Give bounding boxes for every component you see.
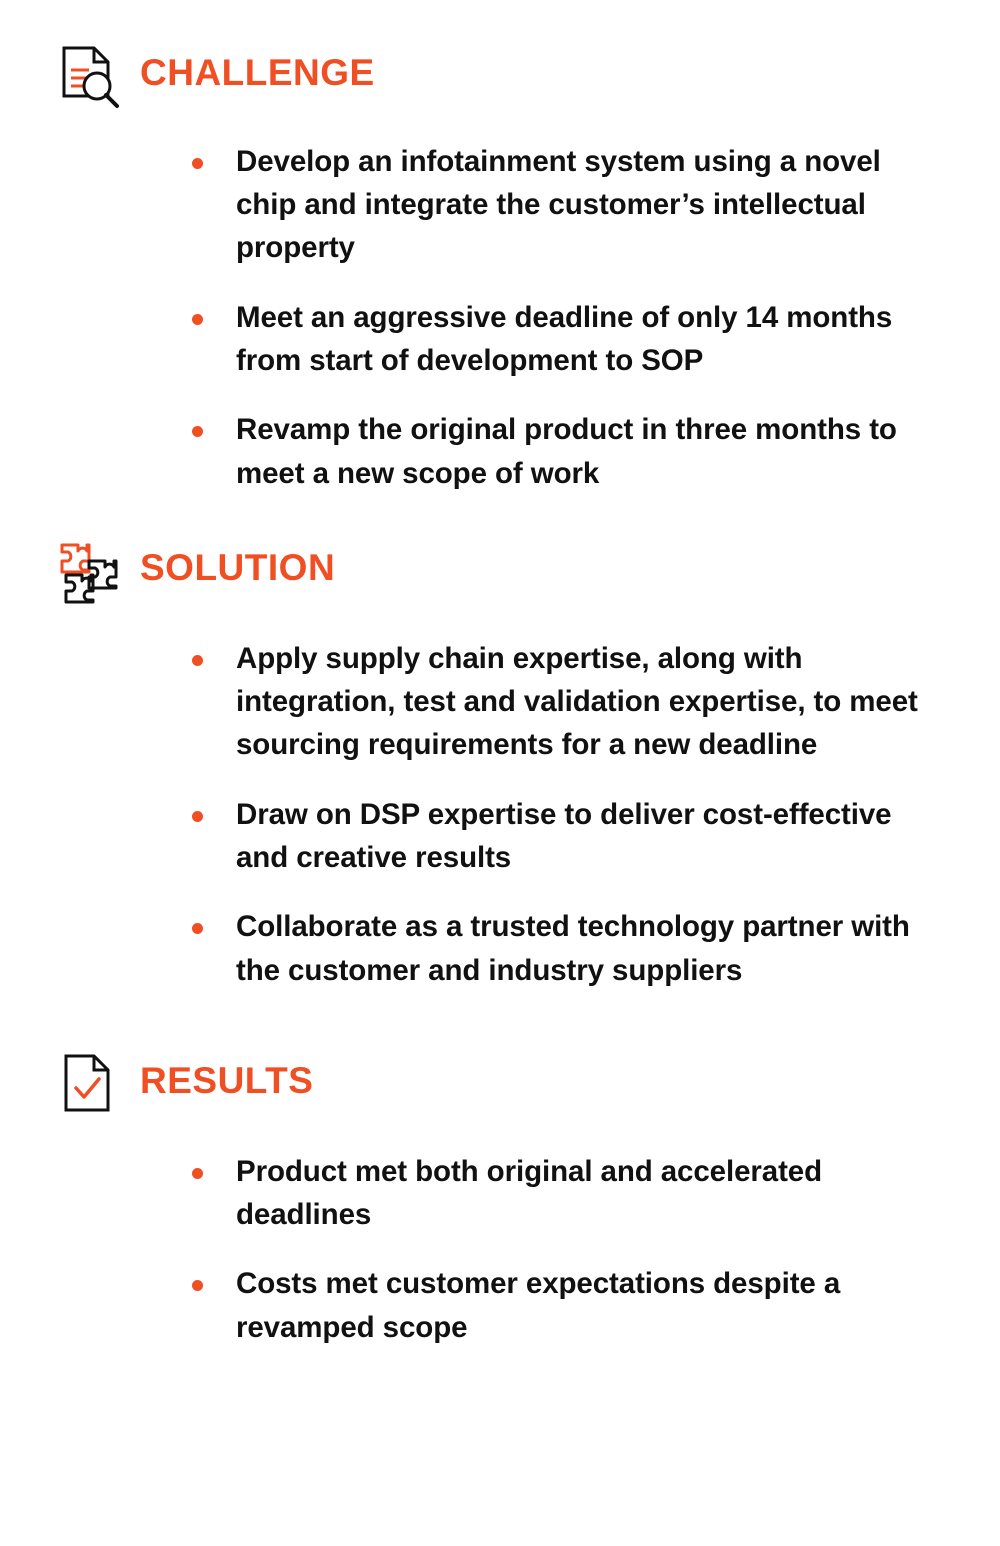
list-item: Revamp the original product in three months to meet a new scope of work xyxy=(178,408,942,495)
section-results-header xyxy=(0,1050,1000,1132)
document-magnifier-icon xyxy=(56,44,122,114)
section-solution-bullets xyxy=(0,637,1000,993)
section-results-title: RESULTS xyxy=(140,1060,314,1102)
list-item: Develop an infotainment system using a novel chip and integrate the customer’s intellectual property xyxy=(178,140,942,270)
list-item: Draw on DSP expertise to deliver cost-effective and creative results xyxy=(178,793,942,880)
section-challenge xyxy=(0,42,1000,495)
section-results xyxy=(0,1050,1000,1349)
section-challenge-title: CHALLENGE xyxy=(140,52,375,93)
list-item: Costs met customer expectations despite a revamped scope xyxy=(178,1262,942,1349)
list-item: Meet an aggressive deadline of only 14 months from start of development to SOP xyxy=(178,296,942,383)
section-results-bullets xyxy=(0,1150,1000,1349)
section-solution xyxy=(0,537,1000,992)
puzzle-pieces-icon xyxy=(56,539,122,609)
document-check-icon xyxy=(56,1052,122,1122)
section-challenge-bullets xyxy=(0,140,1000,496)
list-item: Apply supply chain expertise, along with integration, test and validation expertise, to meet sourcing requirements for a new deadline xyxy=(178,637,942,767)
section-challenge-header xyxy=(0,42,1000,124)
case-study-panel xyxy=(0,42,1000,1546)
list-item: Product met both original and accelerated deadlines xyxy=(178,1150,942,1237)
section-solution-title: SOLUTION xyxy=(140,547,336,589)
list-item: Collaborate as a trusted technology partner with the customer and industry suppliers xyxy=(178,905,942,992)
section-solution-header xyxy=(0,537,1000,619)
